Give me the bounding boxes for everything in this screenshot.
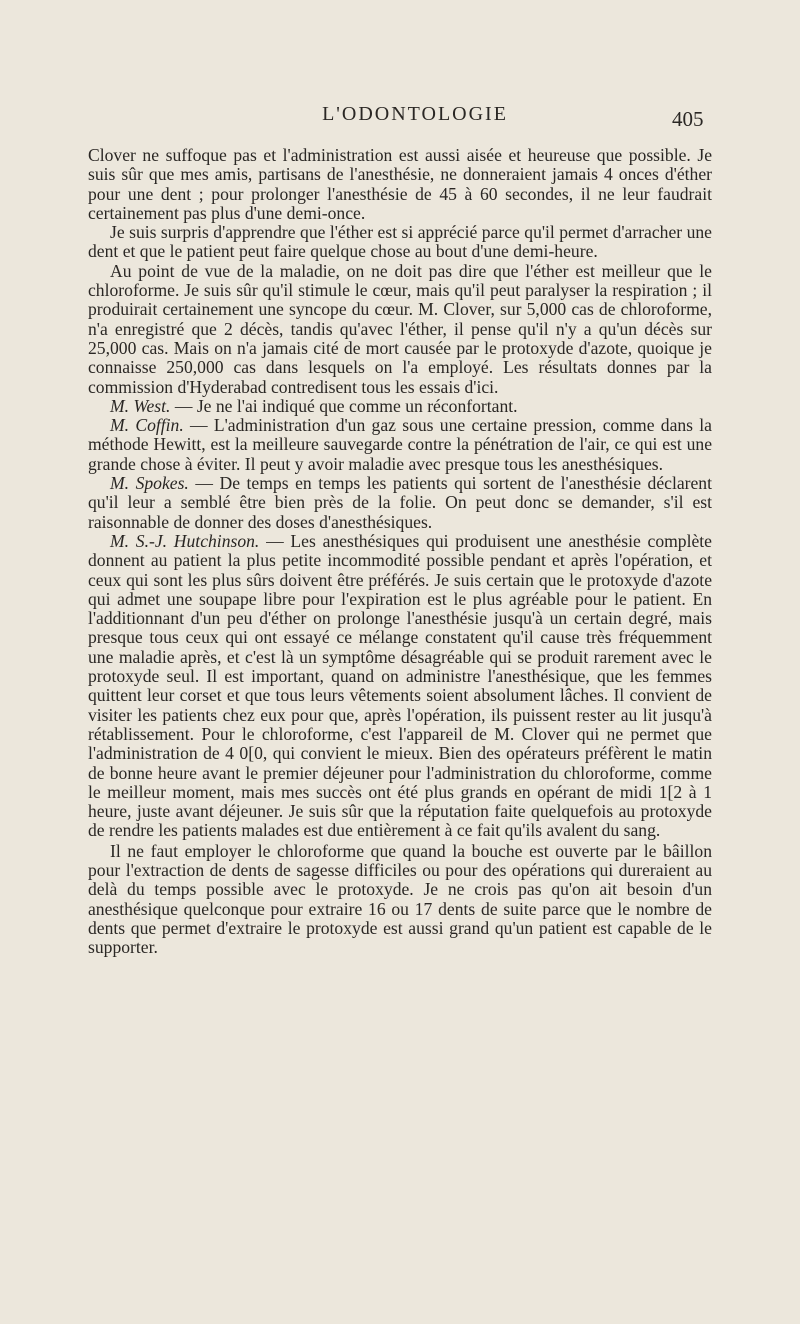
- paragraph-text: Clover ne suffoque pas et l'administration est aussi aisée et heureuse que possible. Je suis sûr que mes amis, partisans de l'anesthésie, ne donneraient jamais 4 onces d'éther pour une dent ; pour prolonger l'anesthésie de 45 à 60 secondes, il ne leur faudrait certainement pas plus d'une demi-once.: [88, 145, 712, 223]
- paragraph-text: — Je ne l'ai indiqué que comme un réconfortant.: [170, 395, 518, 416]
- paragraph-text: Il ne faut employer le chloroforme que quand la bouche est ouverte par le bâillon pour l'extraction de dents de sagesse difficiles ou pour des opérations qui dureraient au delà du temps possible avec le protoxyde. Je ne crois pas qu'on ait besoin d'un anesthésique quelconque pour extraire 16 ou 17 dents de suite parce que le nombre de dents que permet d'extraire le protoxyde est aussi grand qu'un patient est capable de le supporter.: [88, 840, 712, 958]
- page-number: 405: [672, 107, 704, 131]
- paragraph: [88, 223, 712, 262]
- paragraph: [88, 474, 712, 532]
- paragraph-text: Je suis surpris d'apprendre que l'éther est si apprécié parce qu'il permet d'arracher une dent et que le patient peut faire quelque chose au bout d'une demi-heure.: [88, 222, 712, 262]
- running-title: L'ODONTOLOGIE: [322, 103, 508, 125]
- speaker-name: M. Spokes.: [110, 473, 189, 494]
- paragraph-text: Au point de vue de la maladie, on ne doit pas dire que l'éther est meilleur que le chloroforme. Je suis sûr qu'il stimule le cœur, mais qu'il peut paralyser la respiration ; il produirait certainement une syncope du cœur. M. Clover, sur 5,000 cas de chloroforme, n'a enregistré que 2 décès, tandis qu'avec l'éther, il pense qu'il n'y a qu'un décès sur 25,000 cas. Mais on n'a jamais cité de mort causée par le protoxyde d'azote, quoique je connaisse 250,000 cas dans lesquels on l'a employé. Les résultats donnes par la commission d'Hyderabad contredisent tous les essais d'ici.: [88, 260, 712, 397]
- speaker-name: M. S.-J. Hutchinson.: [110, 530, 260, 551]
- paragraph-text: — L'administration d'un gaz sous une certaine pression, comme dans la méthode Hewitt, est la meilleure sauvegarde contre la pénétration de l'air, ce qui est une grande chose à éviter. Il peut y avoir maladie avec presque tous les anesthésiques.: [88, 415, 712, 474]
- paragraph: [88, 842, 712, 958]
- paragraph-text: — Les anesthésiques qui produisent une anesthésie complète donnent au patient la plus petite incommodité possible pendant et après l'opération, et ceux qui sont les plus sûrs doivent être préférés. Je suis certain que le protoxyde d'azote qui admet une soupape libre pour l'expiration est le plus agréable pour le patient. En l'additionnant d'un peu d'éther on prolonge l'anesthésie jusqu'à un certain degré, mais presque tous ceux qui ont essayé ce mélange constatent qu'il cause très fréquemment une maladie après, et c'est là un symptôme désagréable qui se produit rarement avec le protoxyde seul. Il est important, quand on administre l'anesthésique, que les femmes quittent leur corset et que tous leurs vêtements soient absolument lâches. Il convient de visiter les patients chez eux pour que, après l'opération, ils puissent rester au lit jusqu'à rétablissement. Pour le chloroforme, c'est l'appareil de M. Clover qui ne permet que l'administration de 4 0[0, qui convient le mieux. Bien des opérateurs préfèrent le matin de bonne heure avant le premier déjeuner pour l'administration du chloroforme, comme le meilleur moment, mais mes succès ont été plus grands en opérant de midi 1[2 à 1 heure, juste avant déjeuner. Je suis sûr que la réputation faite quelquefois au protoxyde de rendre les patients malades est due entièrement à ce fait qu'ils avalent du sang.: [88, 530, 712, 841]
- paragraph: [88, 262, 712, 397]
- paragraph: [88, 532, 712, 841]
- paragraph: [88, 146, 712, 223]
- speaker-name: M. West.: [110, 395, 171, 416]
- running-head: [0, 103, 800, 131]
- speaker-name: M. Coffin.: [110, 415, 184, 436]
- paragraph: [88, 416, 712, 474]
- body-text: [88, 146, 712, 957]
- paragraph-text: — De temps en temps les patients qui sortent de l'anesthésie déclarent qu'il leur a semblé être bien près de la folie. On peut donc se demander, s'il est raisonnable de donner des doses d'anesthésiques.: [88, 473, 712, 532]
- paragraph: [88, 397, 712, 416]
